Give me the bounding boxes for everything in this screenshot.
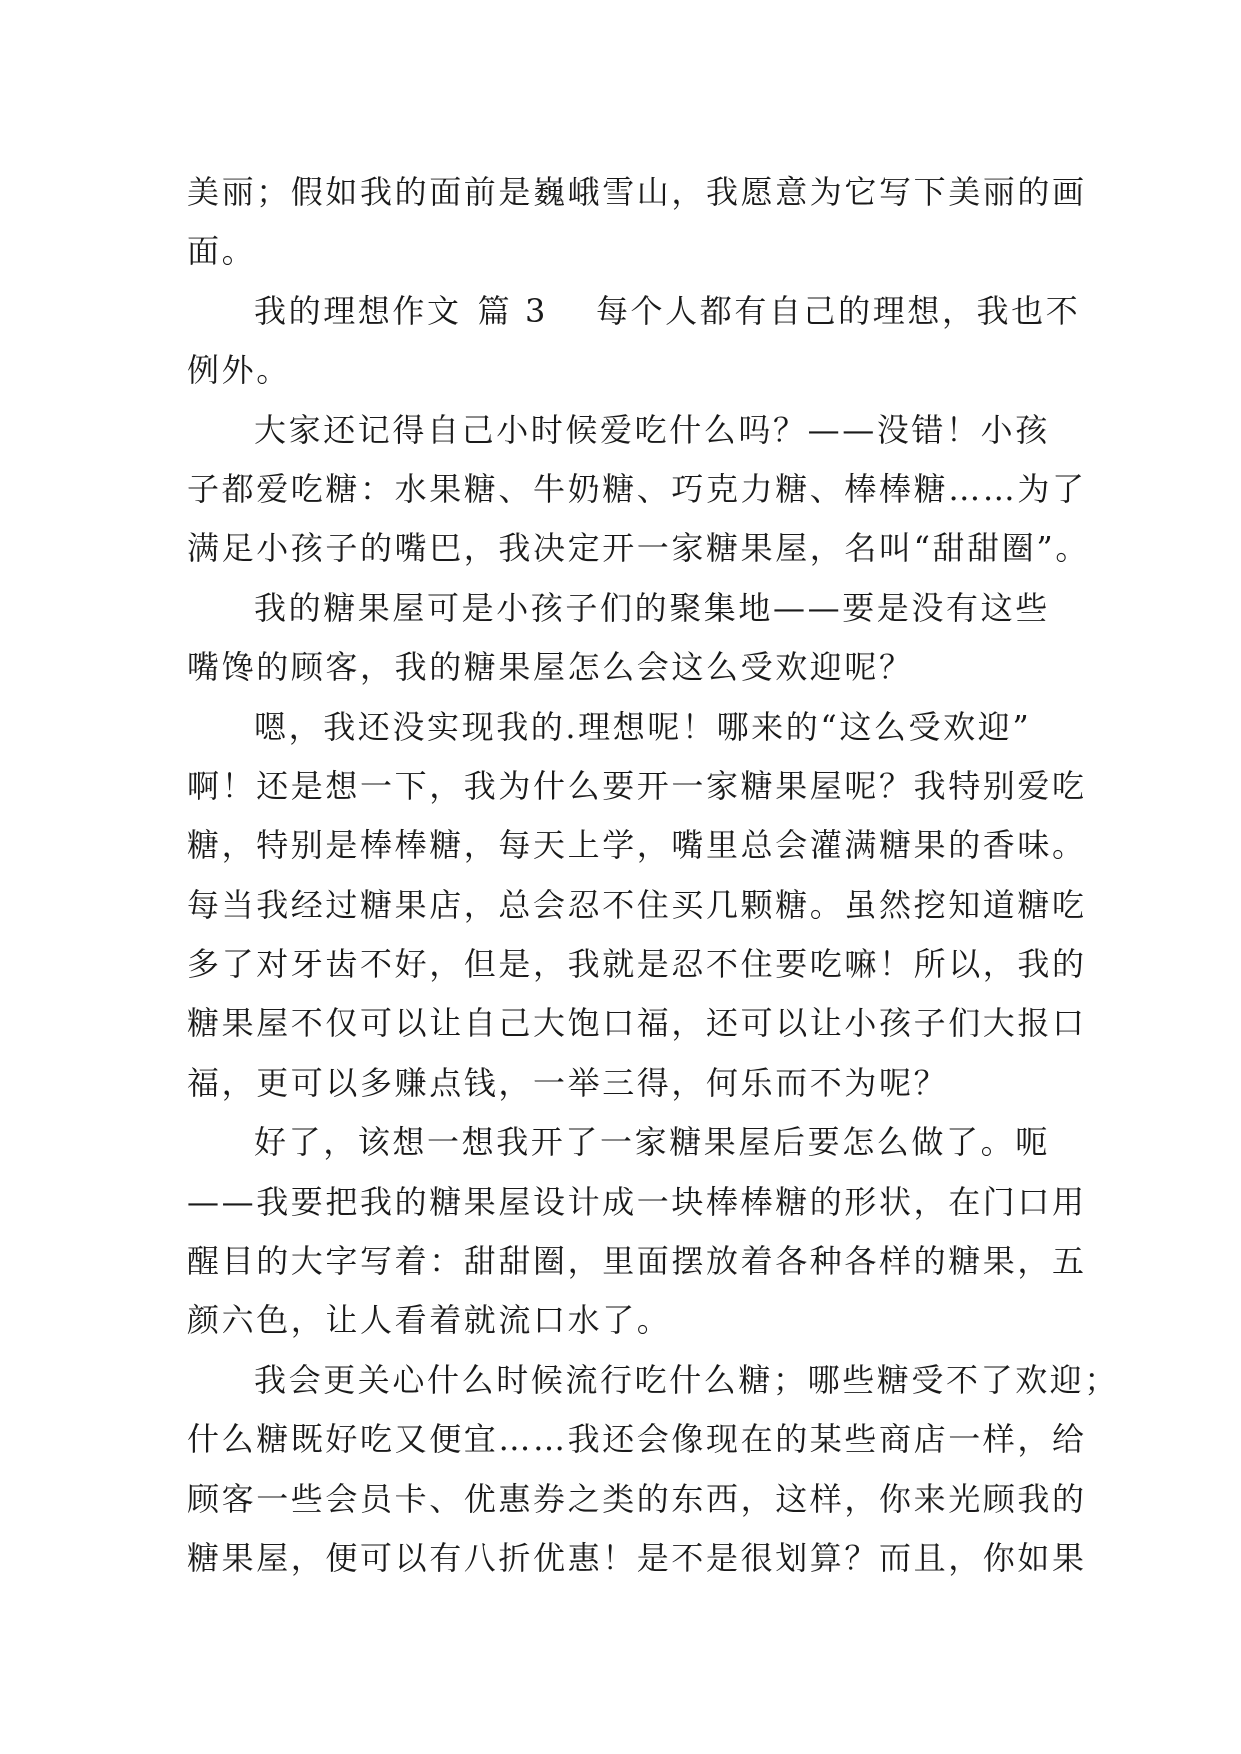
paragraph-start-line: 嗯，我还没实现我的.理想呢！哪来的“这么受欢迎” (254, 707, 1032, 746)
text-line: 颜六色，让人看着就流口水了。 (187, 1301, 672, 1340)
text-line: 嘴馋的顾客，我的糖果屋怎么会这么受欢迎呢？ (187, 648, 914, 687)
paragraph-start-line: 我的糖果屋可是小孩子们的聚集地——要是没有这些 (254, 588, 1050, 627)
paragraph-start-line: 好了，该想一想我开了一家糖果屋后要怎么做了。呃 (254, 1123, 1050, 1162)
text-line: 糖果屋，便可以有八折优惠！是不是很划算？而且，你如果 (187, 1538, 1087, 1577)
text-line: 例外。 (187, 351, 291, 390)
essay-heading-line (187, 282, 1081, 341)
essay-part-label: 篇 3 (477, 291, 548, 330)
text-line: 醒目的大字写着：甜甜圈，里面摆放着各种各样的糖果，五 (187, 1242, 1087, 1281)
text-line: ——我要把我的糖果屋设计成一块棒棒糖的形状，在门口用 (187, 1182, 1087, 1221)
text-line: 面。 (187, 232, 257, 271)
text-line: 糖果屋不仅可以让自己大饱口福，还可以让小孩子们大报口 (187, 1004, 1087, 1043)
text-line: 每当我经过糖果店，总会忍不住买几颗糖。虽然挖知道糖吃 (187, 885, 1087, 924)
text-line: 子都爱吃糖：水果糖、牛奶糖、巧克力糖、棒棒糖……为了 (187, 469, 1087, 508)
document-body (187, 163, 1120, 1588)
text-line: 满足小孩子的嘴巴，我决定开一家糖果屋，名叫“甜甜圈”。 (187, 529, 1090, 568)
essay-title: 我的理想作文 (254, 291, 462, 330)
paragraph-start-line: 大家还记得自己小时候爱吃什么吗？——没错！小孩 (254, 410, 1050, 449)
text-line: 美丽；假如我的面前是巍峨雪山，我愿意为它写下美丽的画 (187, 173, 1087, 211)
text-line: 啊！还是想一下，我为什么要开一家糖果屋呢？我特别爱吃 (187, 766, 1087, 805)
text-line: 什么糖既好吃又便宜……我还会像现在的某些商店一样，给 (187, 1420, 1087, 1459)
text-line: 福，更可以多赚点钱，一举三得，何乐而不为呢？ (187, 1063, 949, 1102)
text-line: 顾客一些会员卡、优惠券之类的东西，这样，你来光顾我的 (187, 1479, 1087, 1518)
paragraph-start-line: 我会更关心什么时候流行吃什么糖；哪些糖受不了欢迎； (254, 1360, 1120, 1399)
text-line: 多了对牙齿不好，但是，我就是忍不住要吃嘛！所以，我的 (187, 945, 1087, 984)
text-segment: 每个人都有自己的理想，我也不 (595, 291, 1081, 330)
text-line: 糖，特别是棒棒糖，每天上学，嘴里总会灌满糖果的香味。 (187, 826, 1087, 865)
